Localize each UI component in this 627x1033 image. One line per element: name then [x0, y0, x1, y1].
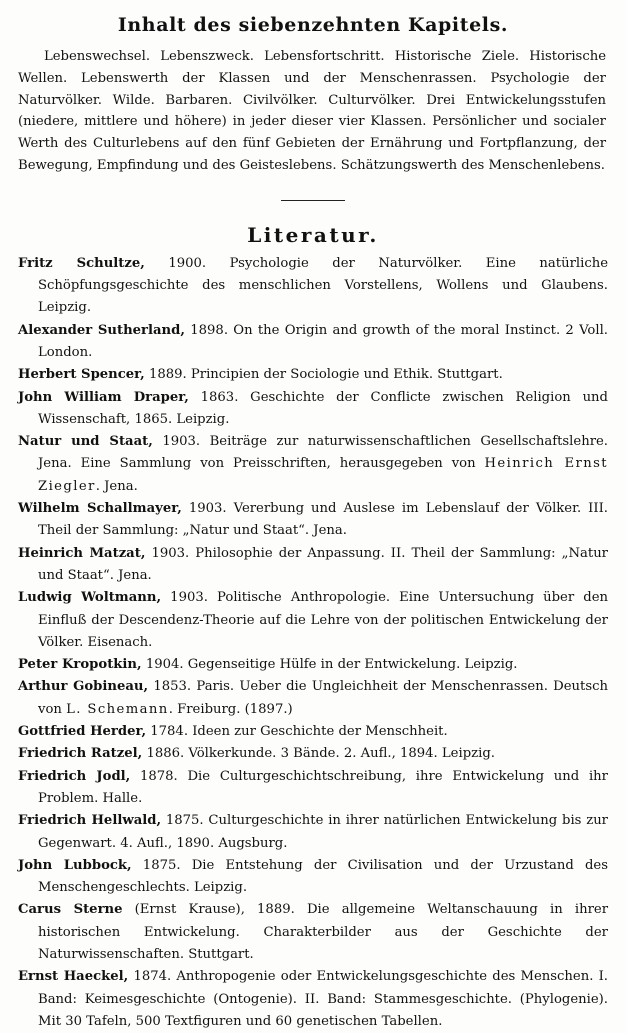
entry-author: Heinrich Matzat, [18, 545, 146, 561]
entry-author: John William Draper, [18, 389, 189, 405]
chapter-contents-heading: Inhalt des siebenzehnten Kapitels. [117, 14, 509, 36]
entry-author: Fritz Schultze, [18, 255, 145, 271]
entry-text-tail: . Jena. [95, 478, 138, 494]
entry-text: 1889. Principien der Sociologie und Ethik. Stuttgart. [144, 367, 503, 383]
entry-text: 1875. Culturgeschichte in ihrer natürlichen Entwickelung bis zur Gegenwart. 4. Aufl., 1890. Augsburg. [38, 813, 608, 851]
entry-text: 1898. On the Origin and growth of the moral Instinct. 2 Voll. London. [38, 322, 608, 360]
literature-entry [18, 743, 608, 765]
literature-entry [18, 498, 608, 543]
literature-entry [18, 721, 608, 743]
literature-entry [18, 253, 608, 320]
entry-author: Carus Sterne [18, 902, 123, 918]
entry-editor-name: L. Schemann [66, 701, 169, 717]
entry-author: Natur und Staat, [18, 434, 153, 450]
entry-author: Herbert Spencer, [18, 367, 145, 383]
entry-author: Friedrich Ratzel, [18, 746, 143, 762]
entry-author: Peter Kropotkin, [18, 657, 142, 673]
entry-text: 1886. Völkerkunde. 3 Bände. 2. Aufl., 1894. Leipzig. [142, 746, 495, 762]
entry-text: 1853. Paris. Ueber die Ungleichheit der Menschenrassen. Deutsch von [38, 679, 608, 717]
entry-text: 1903. Vererbung und Auslese im Lebenslauf der Völker. III. Theil der Sammlung: „Natur und Staat“. Jena. [38, 501, 608, 539]
entry-text-tail: . Freiburg. (1897.) [168, 701, 293, 717]
literature-entry [18, 766, 608, 811]
literature-entry [18, 810, 608, 855]
entry-author: John Lubbock, [18, 857, 132, 873]
section-divider [281, 200, 345, 201]
literature-entry [18, 855, 608, 900]
entry-text: 1863. Geschichte der Conflicte zwischen Religion und Wissenschaft, 1865. Leipzig. [38, 389, 608, 427]
literature-list [18, 253, 608, 1033]
entry-editor-name: Heinrich Ernst Ziegler [38, 456, 608, 494]
entry-text: 1878. Die Culturgeschichtschreibung, ihre Entwickelung und ihr Problem. Halle. [38, 768, 608, 806]
entry-author: Friedrich Hellwald, [18, 813, 162, 829]
entry-text: 1903. Philosophie der Anpassung. II. Theil der Sammlung: „Natur und Staat“. Jena. [38, 545, 608, 583]
entry-text: (Ernst Krause), 1889. Die allgemeine Weltanschauung in ihrer historischen Entwickelung. Charakterbilder aus der Geschichte der Naturwissenschaften. Stuttgart. [38, 902, 608, 962]
literature-entry [18, 966, 608, 1033]
literature-entry [18, 654, 608, 676]
literature-entry [18, 543, 608, 588]
entry-author: Gottfried Herder, [18, 724, 147, 740]
entry-text: 1874. Anthropogenie oder Entwickelungsgeschichte des Menschen. I. Band: Keimesgeschichte (Ontogenie). II. Band: Stammesgeschichte. (Phylogenie). Mit 30 Tafeln, 500 Textfiguren und 60 genetischen Tabellen. [38, 969, 608, 1029]
literature-entry [18, 431, 608, 498]
entry-text: 1875. Die Entstehung der Civilisation und der Urzustand des Menschengeschlechts. Leipzig. [38, 857, 608, 896]
entry-text: 1784. Ideen zur Geschichte der Menschheit. [146, 724, 448, 740]
entry-author: Ludwig Woltmann, [18, 590, 162, 606]
chapter-summary: Lebenswechsel. Lebenszweck. Lebensfortschritt. Historische Ziele. Historische Wellen. Lebenswerth der Klassen und der Menschenrassen. Psychologie der Naturvölker. Wilde. Barbaren. Civilvölker. Culturvölker. Drei Entwickelungsstufen (niedere, mittlere und höhere) in jeder dieser vier Klassen. Persönlicher und socialer Werth des Culturlebens auf den fünf Gebieten der Ernährung und Fortpflanzung, der Bewegung, Empfindung und des Geisteslebens. Schätzungswerth des Menschenlebens. [18, 49, 606, 173]
entry-author: Arthur Gobineau, [18, 679, 149, 695]
literature-entry [18, 320, 608, 365]
entry-text: 1903. Politische Anthropologie. Eine Untersuchung über den Einfluß der Descendenz-Theorie auf die Lehre von der politischen Entwickelung der Völker. Eisenach. [38, 590, 608, 650]
entry-text: 1904. Gegenseitige Hülfe in der Entwickelung. Leipzig. [141, 657, 518, 673]
entry-author: Wilhelm Schallmayer, [18, 501, 182, 517]
literature-entry [18, 364, 608, 386]
entry-text: 1900. Psychologie der Naturvölker. Eine natürliche Schöpfungsgeschichte des menschlichen Vorstellens, Wollens und Glaubens. Leipzig. [38, 255, 609, 316]
literature-entry [18, 387, 608, 432]
literature-entry [18, 587, 608, 654]
entry-author: Alexander Sutherland, [18, 322, 185, 338]
entry-author: Friedrich Jodl, [18, 768, 131, 784]
entry-text: 1903. Beiträge zur naturwissenschaftlichen Gesellschaftslehre. Jena. Eine Sammlung von Preisschriften, herausgegeben von [38, 434, 608, 472]
literature-heading: Literatur. [247, 222, 379, 247]
entry-author: Ernst Haeckel, [18, 969, 129, 985]
literature-entry [18, 899, 608, 966]
literature-entry [18, 676, 608, 721]
